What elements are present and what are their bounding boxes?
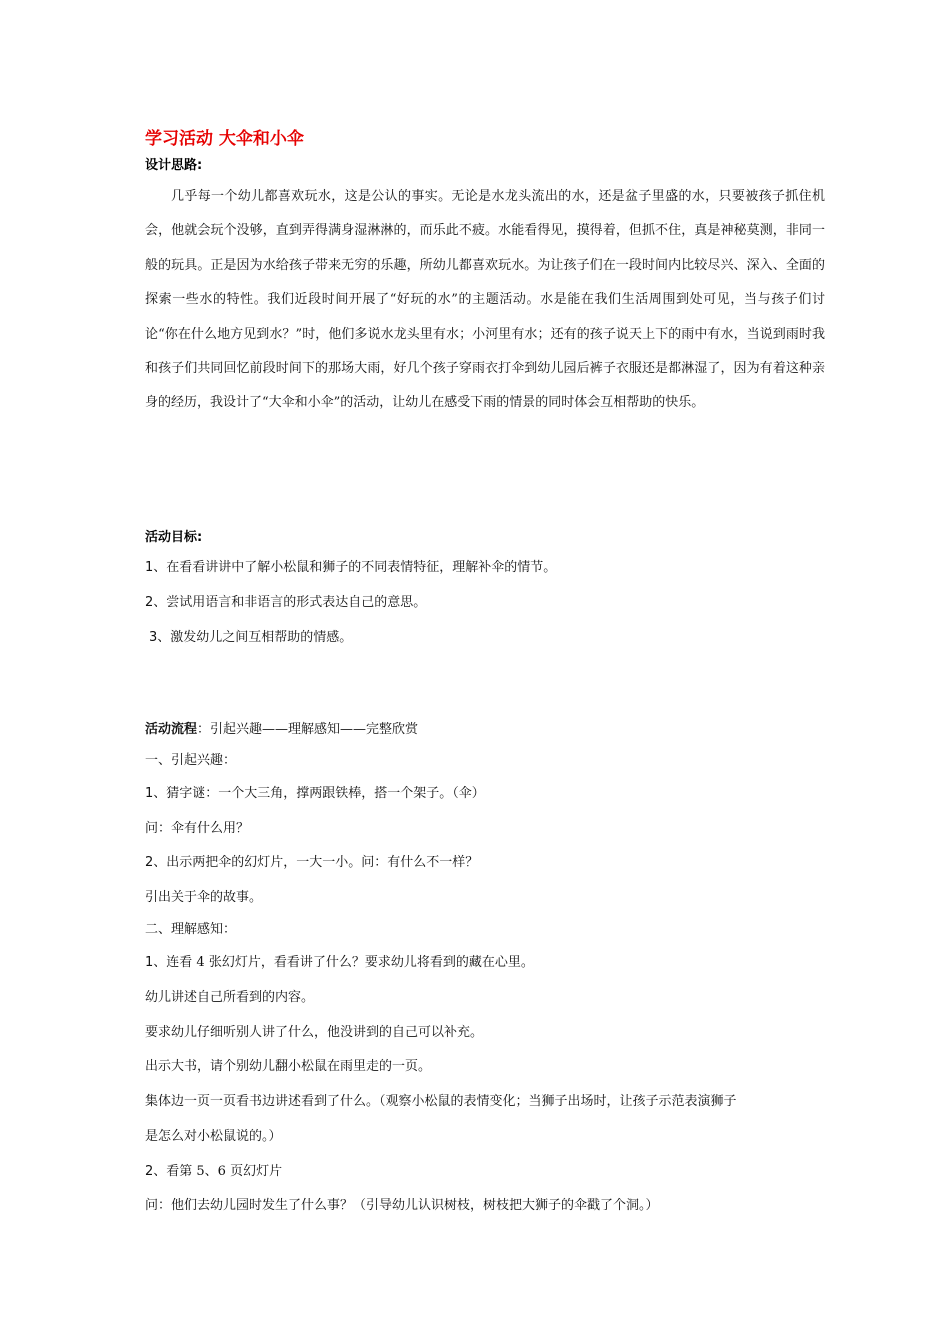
goal-number: 2 <box>145 595 154 610</box>
flow-line: 是怎么对小松鼠说的。） <box>145 1129 282 1144</box>
flow-line: 一、引起兴趣： <box>145 753 237 768</box>
design-paragraph: 几乎每一个幼儿都喜欢玩水，这是公认的事实。无论是水龙头流出的水，还是盆子里盛的水，只要被孩子抓住机会，他就会玩个没够，直到弄得满身湿淋淋的，而乐此不疲。水能看得见，摸得着，但抓不住，真是神秘莫测，非同一般的玩具。正是因为水给孩子带来无穷的乐趣，所幼儿都喜欢玩水。为让孩子们在一段时间内比较尽兴、深入、全面的探索一些水的特性。我们近段时间开展了“好玩的水”的主题活动。水是能在我们生活周围到处可见，当与孩子们讨论“你在什么地方见到水？”时，他们多说水龙头里有水；小河里有水；还有的孩子说天上下的雨中有水，当说到雨时我和孩子们共同回忆前段时间下的那场大雨，好几个孩子穿雨衣打伞到幼儿园后裤子衣服还是都淋湿了，因为有着这种亲身的经历，我设计了“大伞和小伞”的活动，让幼儿在感受下雨的情景的同时体会互相帮助的快乐。 <box>145 189 825 411</box>
flow-line-number: 2 <box>145 855 154 870</box>
flow-line: 问：他们去幼儿园时发生了什么事？（引导幼儿认识树枝，树枝把大狮子的伞戳了个洞。） <box>145 1198 659 1213</box>
goal-item <box>145 591 426 610</box>
flow-line: 引出关于伞的故事。 <box>145 890 263 905</box>
flow-line: 1、连看 4 张幻灯片，看看讲了什么？要求幼儿将看到的藏在心里。 <box>145 955 534 970</box>
flow-line: 要求幼儿仔细听别人讲了什么，他没讲到的自己可以补充。 <box>145 1025 484 1040</box>
flow-line: 出示大书，请个别幼儿翻小松鼠在雨里走的一页。 <box>145 1059 432 1074</box>
goals-heading: 活动目标: <box>145 530 203 545</box>
flow-line-number: 1 <box>145 955 154 970</box>
flow-line: 2、看第 5、6 页幻灯片 <box>145 1164 283 1179</box>
flow-line: 幼儿讲述自己所看到的内容。 <box>145 990 315 1005</box>
flow-label: 活动流程 <box>145 722 198 737</box>
document-title: 学习活动 大伞和小伞 <box>145 129 304 149</box>
flow-steps: ：引起兴趣——理解感知——完整欣赏 <box>197 722 419 737</box>
design-heading: 设计思路: <box>145 158 203 173</box>
goal-number: 1 <box>145 560 154 575</box>
flow-line: 2、出示两把伞的幻灯片，一大一小。问：有什么不一样？ <box>145 855 479 870</box>
goal-number: 3 <box>149 630 158 645</box>
flow-line-number: 1 <box>145 786 154 801</box>
goal-text: 、在看看讲讲中了解小松鼠和狮子的不同表情特征，理解补伞的情节。 <box>153 560 557 575</box>
flow-line: 集体边一页一页看书边讲述看到了什么。（观察小松鼠的表情变化；当狮子出场时，让孩子示范表演狮子 <box>145 1094 737 1109</box>
goal-text: 、尝试用语言和非语言的形式表达自己的意思。 <box>153 595 427 610</box>
goal-item <box>145 556 556 575</box>
goal-item <box>149 626 352 645</box>
flow-line: 问：伞有什么用？ <box>145 821 250 836</box>
flow-heading <box>145 718 418 737</box>
flow-line-number: 2 <box>145 1164 154 1179</box>
flow-line: 二、理解感知： <box>145 922 237 937</box>
flow-line: 1、猜字谜：一个大三角，撑两跟铁棒，搭一个架子。（伞） <box>145 786 485 801</box>
goal-text: 、激发幼儿之间互相帮助的情感。 <box>157 630 353 645</box>
